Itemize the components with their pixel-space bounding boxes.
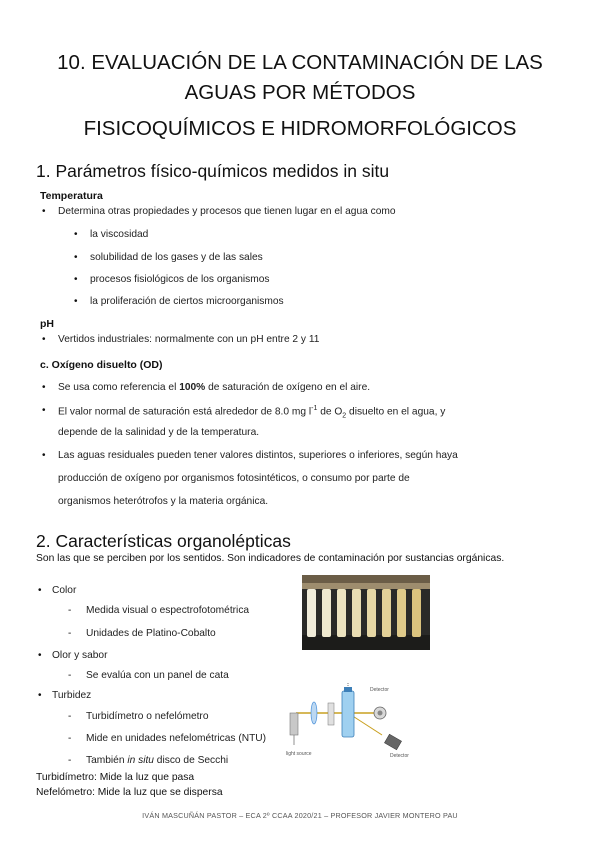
bullet-dot: • xyxy=(38,585,42,596)
dash-marker: - xyxy=(68,670,72,681)
section-2-intro: Son las que se perciben por los sentidos. Son indicadores de contaminación por sustancias orgánicas. xyxy=(36,553,505,564)
od-bullet-1: Se usa como referencia el 100% de saturación de oxígeno en el aire. xyxy=(58,382,371,393)
list-item: También in situ disco de Secchi xyxy=(86,755,229,766)
bullet-dot: • xyxy=(74,229,78,240)
dash-marker: - xyxy=(68,711,72,722)
od-bullet-3-line-2: producción de oxígeno por organismos fotosintéticos, o consumo por parte de xyxy=(58,473,410,484)
list-item: Medida visual o espectrofotométrica xyxy=(86,605,250,616)
bullet-dot: • xyxy=(42,382,46,393)
turbidimetro-definition: Turbidímetro: Mide la luz que pasa xyxy=(36,772,195,783)
od-bullet-3-line-1: Las aguas residuales pueden tener valores distintos, superiores o inferiores, según haya xyxy=(58,450,458,461)
dash-marker: - xyxy=(68,628,72,639)
od-bullet-2-line-2: depende de la salinidad y de la temperatura. xyxy=(58,427,260,438)
bullet-dot: • xyxy=(42,405,46,416)
turbidez-label: Turbidez xyxy=(52,690,92,701)
lens-icon xyxy=(311,702,317,724)
bullet-dot: • xyxy=(74,252,78,263)
page-title-line-2: AGUAS POR MÉTODOS xyxy=(184,81,416,104)
list-item: la viscosidad xyxy=(90,229,149,240)
nefelometro-definition: Nefelómetro: Mide la luz que se dispersa xyxy=(36,787,223,798)
sample-cell-cap xyxy=(344,687,352,692)
temperatura-label: Temperatura xyxy=(40,190,103,202)
olor-label: Olor y sabor xyxy=(52,650,108,661)
light-source-icon xyxy=(290,713,298,735)
dash-marker: - xyxy=(68,733,72,744)
list-item: Turbidímetro o nefelómetro xyxy=(86,711,209,722)
detector-bottom-icon xyxy=(384,734,401,750)
list-item: la proliferación de ciertos microorganismos xyxy=(90,296,284,307)
bullet-dot: • xyxy=(74,296,78,307)
od-bullet-2-line-1: El valor normal de saturación está alrededor de 8.0 mg $l^{-1}$ de $O_2$ disuelto en el agua, y xyxy=(58,405,446,420)
dash-marker: - xyxy=(68,755,72,766)
bullet-dot: • xyxy=(42,206,46,217)
page-title-line-1: 10. EVALUACIÓN DE LA CONTAMINACIÓN DE LAS xyxy=(57,51,543,74)
bullet-dot: • xyxy=(42,450,46,461)
color-label: Color xyxy=(52,585,77,596)
ph-bullet: Vertidos industriales: normalmente con un pH entre 2 y 11 xyxy=(58,334,320,345)
aperture-icon xyxy=(328,703,334,725)
bullet-dot: • xyxy=(42,334,46,345)
section-2-heading: 2. Características organolépticas xyxy=(36,531,291,551)
page-footer: IVÁN MASCUÑÁN PASTOR – ECA 2º CCAA 2020/21 – PROFESOR JAVIER MONTERO PAU xyxy=(142,811,458,820)
bullet-dot: • xyxy=(74,274,78,285)
sample-cell-icon xyxy=(342,691,354,737)
page-title-line-3: FISICOQUÍMICOS E HIDROMORFOLÓGICOS xyxy=(83,117,517,140)
diagram-label-detector-bottom: Detector xyxy=(390,753,409,759)
temperatura-bullet: Determina otras propiedades y procesos que tienen lugar en el agua como xyxy=(58,206,396,217)
od-bullet-3-line-3: organismos heterótrofos y la materia orgánica. xyxy=(58,496,269,507)
ph-label: pH xyxy=(40,318,54,330)
tube-rims xyxy=(302,583,430,589)
turbidimeter-diagram xyxy=(286,683,436,765)
dash-marker: - xyxy=(68,605,72,616)
section-1-heading: 1. Parámetros físico-químicos medidos in situ xyxy=(36,161,390,181)
diagram-label-detector-top: Detector xyxy=(370,687,389,693)
bullet-dot: • xyxy=(38,690,42,701)
list-item: Mide en unidades nefelométricas (NTU) xyxy=(86,733,267,744)
detector-top-center xyxy=(378,711,383,716)
list-item: Se evalúa con un panel de cata xyxy=(86,670,229,681)
list-item: procesos fisiológicos de los organismos xyxy=(90,274,270,285)
list-item: Unidades de Platino-Cobalto xyxy=(86,628,216,639)
color-tubes-photo xyxy=(302,575,430,650)
list-item: solubilidad de los gases y de las sales xyxy=(90,252,263,263)
bullet-dot: • xyxy=(38,650,42,661)
od-label: c. Oxígeno disuelto (OD) xyxy=(40,359,163,371)
photo-bottom-band xyxy=(302,635,430,650)
diagram-label-source: light source xyxy=(286,751,312,757)
